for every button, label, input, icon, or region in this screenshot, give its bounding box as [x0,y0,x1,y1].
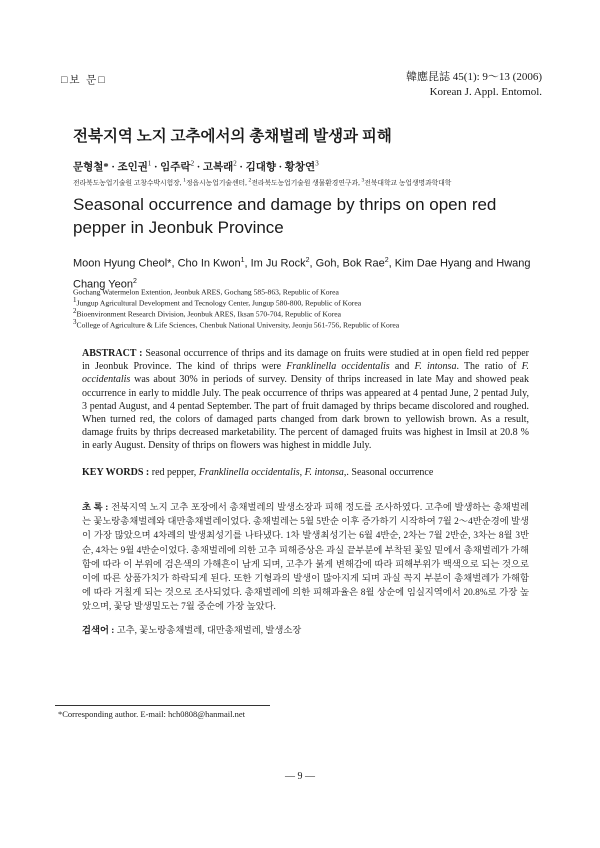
species-name: F. occidentalis [82,361,529,386]
affil-text: College of Agriculture & Life Sciences, Chenbuk National University, Jeonju 561-756, Republic of Korea [76,320,400,330]
author-name: 황창연 [284,162,316,173]
affil-text: 정읍시농업기술센터, [185,180,249,187]
author-name: 조인권 [117,162,148,173]
author-sup: 2 [132,277,137,285]
author-sup: 2 [190,159,195,168]
affil-text: Jungup Agricultural Development and Tecnology Center, Jungup 580-800, Republic of Korea [76,298,362,308]
korean-authors: 문형철* · 조인권$^1$ · 임주락$^2$ · 고복래$^2$ · 김대향 · 황창연$^3$ [73,159,319,173]
author-sup: 2 [305,257,310,264]
author-name: Goh, Bok Rae [315,257,385,270]
author-sup: 1 [147,159,152,168]
author-sup: 1 [240,257,245,264]
affil-sup: 2 [248,177,252,184]
author-name: 고복래 [202,162,234,173]
abstract-text: Seasonal occurrence of thrips and its damage on fruits were studied at in open field red pepper in Jeonbuk Province. The kind of thrips were [82,348,529,373]
affil-text: Bioenvironment Research Division, Jeonbuk ARES, Iksan 570-704, Republic of Korea [76,309,341,319]
affil-sup: 3 [73,318,77,326]
keywords-text: , [299,467,305,478]
abstract-text: . The ratio of [456,361,522,373]
affil-text: 전라북도농업기술원 생물환경연구과, [251,180,362,187]
affil-text: 전북대학교 농업생명과학대학 [364,180,452,187]
author-sup: 2 [384,257,389,264]
author-name: Moon Hyung Cheol* [73,257,172,270]
affil-text: 전라북도농업기술원 고창수박시험장, [73,180,184,187]
species-name: Franklinella occidentalis [198,467,300,478]
keywords-label: KEY WORDS : [82,467,150,478]
author-name: Cho In Kwon [177,257,241,270]
abstract-text: and [389,361,415,373]
korean-abstract [82,501,529,615]
keywords-text: ,. Seasonal occurrence [343,467,434,478]
abstract-text: was about 30% in periods of survey. Density of thrips increased in late May and showed peak occurrence in early to middle July. The peak occurrence of thrips was appeared at 4 pentad June, 2 pentad July, 3 pentad August, and 4 pentad September. The part of fruit damaged by thrips became discolored and roughed. When turned red, the colors of damaged parts changed from dark brown to yellowish brown. As a result, damage fruits by thrips decreased marketability. The percent of damaged fruits was highest in Imsil at 20.8 % in early August. Density of thrips on flowers was highest in middle July. [82,374,529,452]
author-name: 임주락 [160,162,191,173]
author-sup: 3 [315,159,319,168]
korean-keywords-label: 검색어 : [82,626,115,636]
korean-affiliations [73,177,451,187]
affil-sup: 2 [73,307,77,315]
author-name: Im Ju Rock [250,257,306,270]
affil-sup: 1 [183,177,186,184]
species-name: F. intonsa [414,361,457,373]
affil-text: Gochang Watermelon Extention, Jeonbuk ARES, Gochang 585-863, Republic of Korea [73,287,339,297]
korean-abstract-label: 초 록 : [82,503,109,513]
english-title: Seasonal occurrence and damage by thrips on open red pepper in Jeonbuk Province [73,195,497,237]
author-name: Kim Dae Hyang and Hwang Chang Yeon [73,257,531,291]
species-name: F. intonsa [304,467,344,478]
affil-sup: 1 [73,296,77,304]
author-sup: 2 [233,159,237,168]
abstract-label: ABSTRACT : [82,348,143,359]
korean-abstract-text: 전북지역 노지 고추 포장에서 총채벌레의 발생소장과 피해 정도를 조사하였다. 고추에 발생하는 총채벌레는 꽃노랑총채벌레와 대만총채벌레이었다. 총채벌레는 5월 5반순 이후 증가하기 시작하여 7월 2～4반순경에 발생이 가장 많았으며 4차례의 발생최성기를 나타냈다. 1차 발생최성기는 6월 4반순, 2차는 7월 2반순, 3차는 8월 3반순, 4차는 9월 4반순이었다. 총채벌레에 의한 고추 피해증상은 과실 끝부분에 부착된 꽃잎 밑에서 총채벌레가 가해함에 따라 이 부위에 검은색의 가해흔이 남게 되며, 고추가 붉게 변해감에 따라 피해부위가 백색으로 되는 것으로 이에 따른 상품가치가 하락되게 된다. 또한 기형과의 발생이 많아지게 되며 과실 꼭지 부분이 총채벌레가 가해함에 따라 거칠게 되는 것으로 조사되었다. 총채벌레에 의한 피해과율은 8월 상순에 임실지역에서 20.8%로 가장 높았으며, 꽃당 발생밀도는 7월 중순에 가장 높았다. [82,503,529,613]
korean-keywords-text: 고추, 꽃노랑총채벌레, 대만총채벌레, 발생소장 [114,626,302,636]
page-number: — 9 — [285,771,315,782]
korean-title: 전북지역 노지 고추에서의 총채벌레 발생과 피해 [73,128,392,145]
keywords-text: red pepper, [149,467,199,478]
affil-sup: 3 [361,177,365,184]
author-name: 김대향 [245,162,276,173]
species-name: Franklinella occidentalis [286,361,390,373]
author-name: 문형철* [73,162,109,173]
footnote-divider [55,705,270,706]
english-keywords [82,467,433,478]
english-authors: Moon Hyung Cheol*, Cho In Kwon$^1$, Im Ju Rock$^2$, Goh, Bok Rae$^2$, Kim Dae Hyang and Hwang Chang Yeon$^2$ [73,257,531,291]
journal-citation [406,70,542,100]
english-affiliation [73,285,339,297]
english-affiliation [73,318,399,330]
english-abstract [82,347,529,453]
english-affiliation [73,307,341,319]
journal-volume-line: 韓應昆誌 45(1): 9～13 (2006) [406,71,542,83]
journal-name-line: Korean J. Appl. Entomol. [429,86,542,98]
english-affiliation [73,296,361,308]
korean-keywords [82,622,301,636]
corresponding-author-footnote: *Corresponding author. E-mail: hch0808@hanmail.net [58,709,245,719]
section-label: □보 문□ [61,75,107,86]
